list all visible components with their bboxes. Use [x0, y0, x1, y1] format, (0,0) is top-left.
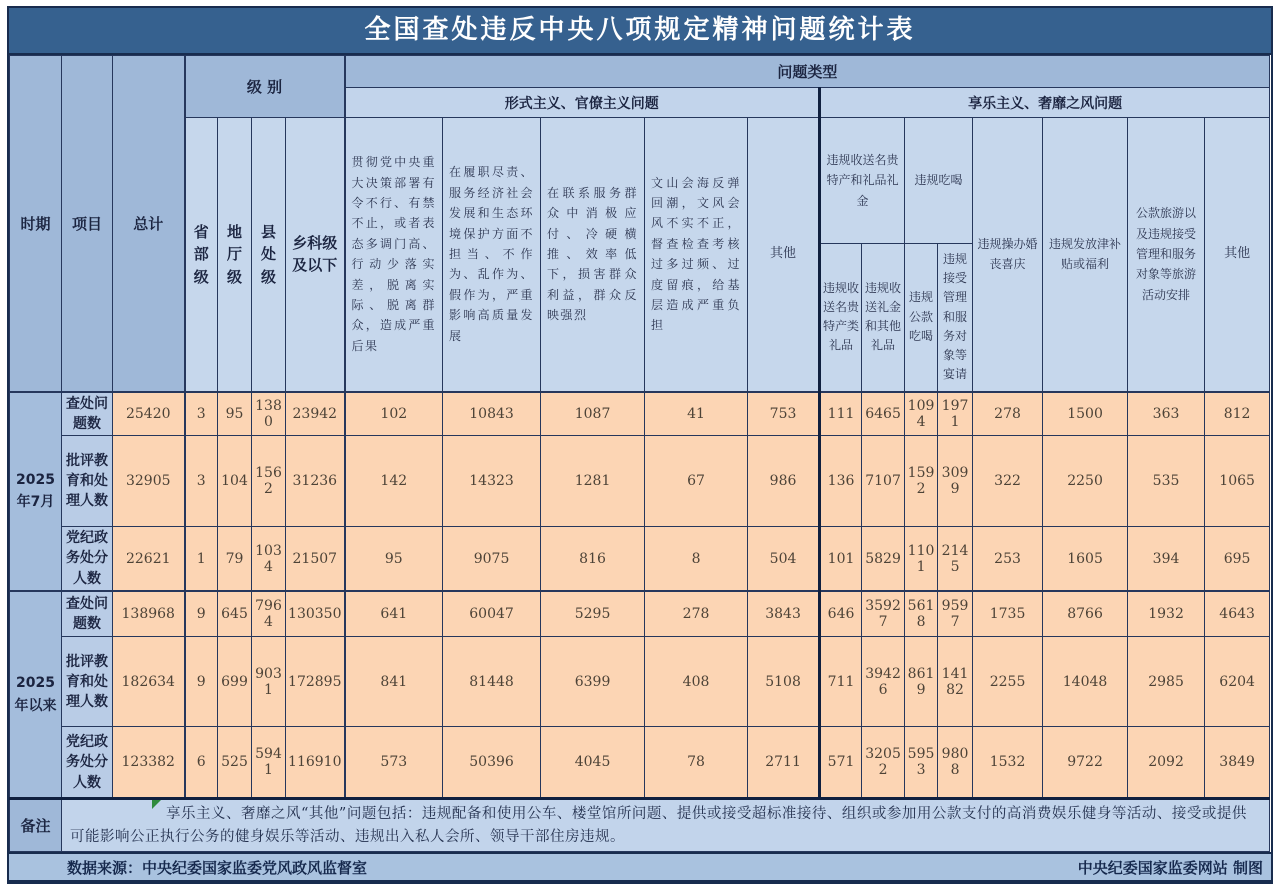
data-cell: 363 — [1128, 392, 1205, 436]
data-cell: 39426 — [862, 637, 905, 727]
data-cell: 10843 — [443, 392, 541, 436]
data-cell: 2985 — [1128, 637, 1205, 727]
data-cell: 123382 — [113, 727, 185, 799]
data-cell: 3099 — [938, 436, 973, 527]
data-cell: 9 — [185, 591, 218, 637]
data-cell: 5295 — [541, 591, 645, 637]
data-cell: 394 — [1128, 527, 1205, 591]
data-cell: 322 — [973, 436, 1043, 527]
data-cell: 841 — [345, 637, 443, 727]
header-hedonism-group: 享乐主义、奢靡之风问题 — [820, 88, 1270, 118]
statistics-table — [7, 6, 1273, 884]
header-formalism-col-other: 其他 — [748, 118, 820, 392]
data-cell: 408 — [645, 637, 748, 727]
header-period: 时期 — [10, 56, 62, 392]
data-cell: 67 — [645, 436, 748, 527]
table-row — [10, 392, 1270, 436]
data-cell: 32905 — [113, 436, 185, 527]
data-cell: 1281 — [541, 436, 645, 527]
data-cell: 2250 — [1043, 436, 1128, 527]
data-cell: 50396 — [443, 727, 541, 799]
data-cell: 182634 — [113, 637, 185, 727]
data-table — [9, 55, 1270, 852]
header-total: 总计 — [113, 56, 185, 392]
comment-marker-icon — [152, 800, 161, 809]
data-cell: 812 — [1205, 392, 1270, 436]
data-cell: 116910 — [286, 727, 345, 799]
data-cell: 32052 — [862, 727, 905, 799]
data-cell: 5953 — [905, 727, 938, 799]
data-cell: 695 — [1205, 527, 1270, 591]
data-cell: 3849 — [1205, 727, 1270, 799]
header-gifts-group: 违规收送名贵特产和礼品礼金 — [820, 118, 905, 244]
header-hedonism-col-0: 违规操办婚丧喜庆 — [973, 118, 1043, 392]
data-cell: 573 — [345, 727, 443, 799]
data-cell: 1380 — [252, 392, 286, 436]
data-cell: 699 — [218, 637, 252, 727]
header-formalism-col-2: 在联系服务群众中消极应付、冷硬横推、效率低下，损害群众利益，群众反映强烈 — [541, 118, 645, 392]
data-cell: 136 — [820, 436, 862, 527]
data-cell: 142 — [345, 436, 443, 527]
data-cell: 525 — [218, 727, 252, 799]
data-cell: 1094 — [905, 392, 938, 436]
data-cell: 22621 — [113, 527, 185, 591]
data-cell: 102 — [345, 392, 443, 436]
data-cell: 504 — [748, 527, 820, 591]
header-item: 项目 — [62, 56, 113, 392]
data-cell: 3843 — [748, 591, 820, 637]
footer-bar — [9, 852, 1271, 880]
data-cell: 41 — [645, 392, 748, 436]
header-level-group: 级 别 — [185, 56, 345, 118]
data-cell: 1971 — [938, 392, 973, 436]
header-row-3 — [10, 118, 1270, 244]
header-dining-sub-1: 违规接受管理和服务对象等宴请 — [938, 244, 973, 392]
header-dining-sub-0: 违规公款吃喝 — [905, 244, 938, 392]
data-cell: 138968 — [113, 591, 185, 637]
data-cell: 1101 — [905, 527, 938, 591]
header-level-1: 地厅级 — [218, 118, 252, 392]
data-cell: 14182 — [938, 637, 973, 727]
remark-cell — [62, 799, 1270, 852]
table-row — [10, 591, 1270, 637]
data-cell: 172895 — [286, 637, 345, 727]
page-title: 全国查处违反中央八项规定精神问题统计表 — [9, 8, 1271, 55]
data-cell: 95 — [345, 527, 443, 591]
header-gifts-sub-0: 违规收送名贵特产类礼品 — [820, 244, 862, 392]
data-cell: 1087 — [541, 392, 645, 436]
data-cell: 986 — [748, 436, 820, 527]
data-cell: 9031 — [252, 637, 286, 727]
table-row — [10, 527, 1270, 591]
data-cell: 4643 — [1205, 591, 1270, 637]
data-cell: 753 — [748, 392, 820, 436]
data-cell: 111 — [820, 392, 862, 436]
data-cell: 23942 — [286, 392, 345, 436]
data-cell: 1932 — [1128, 591, 1205, 637]
data-cell: 78 — [645, 727, 748, 799]
row-label: 批评教育和处理人数 — [62, 637, 113, 727]
data-cell: 60047 — [443, 591, 541, 637]
data-cell: 35927 — [862, 591, 905, 637]
header-row-1 — [10, 56, 1270, 88]
data-cell: 1605 — [1043, 527, 1128, 591]
data-cell: 7107 — [862, 436, 905, 527]
row-label: 批评教育和处理人数 — [62, 436, 113, 527]
data-cell: 1532 — [973, 727, 1043, 799]
data-cell: 571 — [820, 727, 862, 799]
header-gifts-sub-1: 违规收送礼金和其他礼品 — [862, 244, 905, 392]
data-cell: 5941 — [252, 727, 286, 799]
data-cell: 21507 — [286, 527, 345, 591]
data-cell: 535 — [1128, 436, 1205, 527]
data-cell: 9597 — [938, 591, 973, 637]
data-cell: 25420 — [113, 392, 185, 436]
data-cell: 6204 — [1205, 637, 1270, 727]
data-cell: 6 — [185, 727, 218, 799]
data-cell: 711 — [820, 637, 862, 727]
data-cell: 95 — [218, 392, 252, 436]
data-cell: 6465 — [862, 392, 905, 436]
data-cell: 1034 — [252, 527, 286, 591]
data-cell: 1500 — [1043, 392, 1128, 436]
header-formalism-col-1: 在履职尽责、服务经济社会发展和生态环境保护方面不担当、不作为、乱作为、假作为，严重影响高质量发展 — [443, 118, 541, 392]
period-cell: 2025年7月 — [10, 392, 62, 591]
remark-row — [10, 799, 1270, 852]
row-label: 查处问题数 — [62, 392, 113, 436]
data-cell: 3 — [185, 436, 218, 527]
header-level-2: 县处级 — [252, 118, 286, 392]
period-cell: 2025年以来 — [10, 591, 62, 799]
data-cell: 5108 — [748, 637, 820, 727]
data-cell: 2145 — [938, 527, 973, 591]
data-cell: 79 — [218, 527, 252, 591]
data-cell: 9808 — [938, 727, 973, 799]
data-cell: 645 — [218, 591, 252, 637]
data-cell: 9075 — [443, 527, 541, 591]
data-cell: 1065 — [1205, 436, 1270, 527]
data-cell: 3 — [185, 392, 218, 436]
data-cell: 9722 — [1043, 727, 1128, 799]
row-label: 党纪政务处分人数 — [62, 727, 113, 799]
data-cell: 1592 — [905, 436, 938, 527]
header-formalism-col-3: 文山会海反弹回潮，文风会风不实不正，督查检查考核过多过频、过度留痕，给基层造成严重负担 — [645, 118, 748, 392]
data-cell: 8766 — [1043, 591, 1128, 637]
data-cell: 1735 — [973, 591, 1043, 637]
header-formalism-col-0: 贯彻党中央重大决策部署有令不行、有禁不止，或者表态多调门高、行动少落实差，脱离实际、脱离群众，造成严重后果 — [345, 118, 443, 392]
data-cell: 1 — [185, 527, 218, 591]
data-cell: 1562 — [252, 436, 286, 527]
data-cell: 278 — [645, 591, 748, 637]
row-label: 党纪政务处分人数 — [62, 527, 113, 591]
table-row — [10, 637, 1270, 727]
data-cell: 14323 — [443, 436, 541, 527]
data-cell: 278 — [973, 392, 1043, 436]
data-cell: 641 — [345, 591, 443, 637]
data-cell: 101 — [820, 527, 862, 591]
data-cell: 2092 — [1128, 727, 1205, 799]
data-cell: 646 — [820, 591, 862, 637]
header-dining-group: 违规吃喝 — [905, 118, 973, 244]
header-formalism-group: 形式主义、官僚主义问题 — [345, 88, 820, 118]
data-cell: 2255 — [973, 637, 1043, 727]
header-hedonism-col-1: 违规发放津补贴或福利 — [1043, 118, 1128, 392]
data-cell: 4045 — [541, 727, 645, 799]
data-cell: 81448 — [443, 637, 541, 727]
footer-credit: 中央纪委国家监委网站 制图 — [1077, 858, 1263, 877]
table-row — [10, 436, 1270, 527]
data-cell: 253 — [973, 527, 1043, 591]
data-cell: 5618 — [905, 591, 938, 637]
data-cell: 8619 — [905, 637, 938, 727]
data-cell: 14048 — [1043, 637, 1128, 727]
data-cell: 104 — [218, 436, 252, 527]
data-cell: 816 — [541, 527, 645, 591]
header-hedonism-col-2: 公款旅游以及违规接受管理和服务对象等旅游活动安排 — [1128, 118, 1205, 392]
data-cell: 2711 — [748, 727, 820, 799]
row-label: 查处问题数 — [62, 591, 113, 637]
data-cell: 130350 — [286, 591, 345, 637]
data-cell: 5829 — [862, 527, 905, 591]
header-level-3: 乡科级及以下 — [286, 118, 345, 392]
header-hedonism-col-other: 其他 — [1205, 118, 1270, 392]
data-cell: 8 — [645, 527, 748, 591]
data-cell: 6399 — [541, 637, 645, 727]
footer-source: 数据来源：中央纪委国家监委党风政风监督室 — [67, 858, 368, 877]
remark-text: 享乐主义、奢靡之风“其他”问题包括：违规配备和使用公车、楼堂馆所问题、提供或接受超标准接待、组织或参加用公款支付的高消费娱乐健身等活动、接受或提供可能影响公正执行公务的健身娱乐等活动、违规出入私人会所、领导干部住房违规。 — [70, 806, 1247, 845]
data-cell: 9 — [185, 637, 218, 727]
header-problem-type-group: 问题类型 — [345, 56, 1270, 88]
header-level-0: 省部级 — [185, 118, 218, 392]
data-cell: 7964 — [252, 591, 286, 637]
remark-label: 备注 — [10, 799, 62, 852]
data-cell: 31236 — [286, 436, 345, 527]
table-row — [10, 727, 1270, 799]
